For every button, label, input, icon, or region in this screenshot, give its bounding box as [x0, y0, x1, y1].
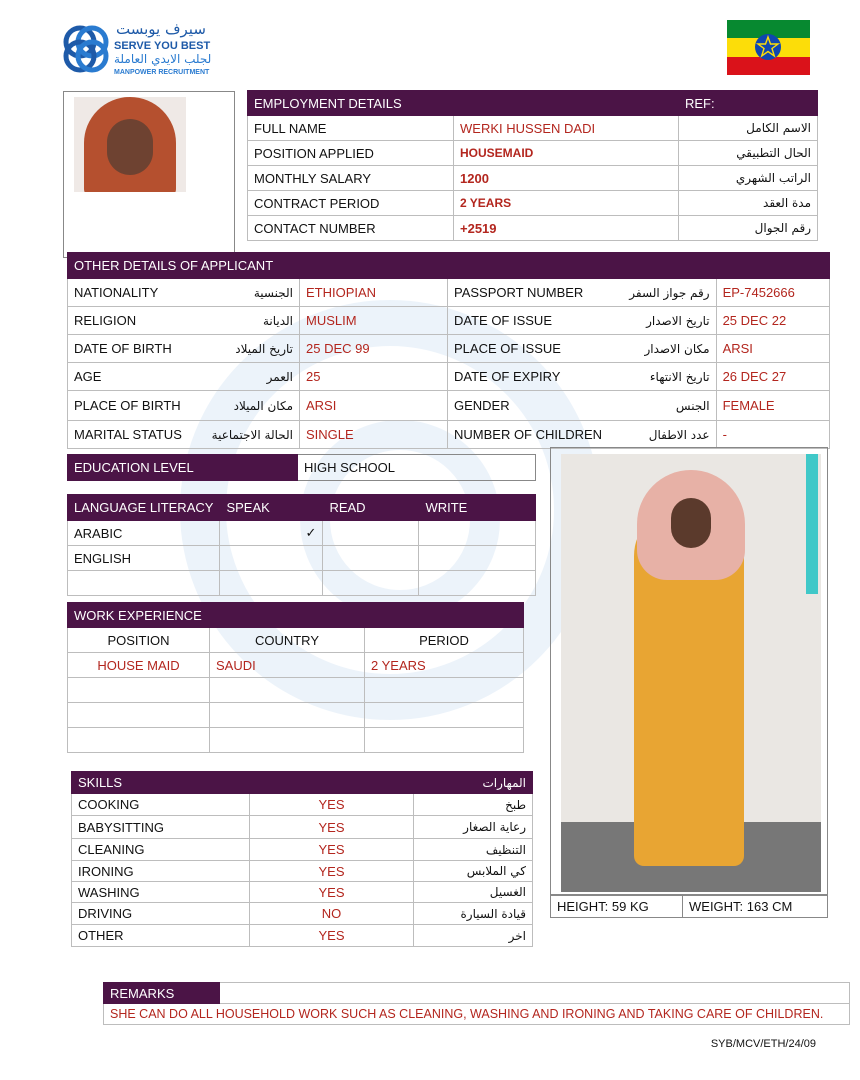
work-period: [365, 703, 524, 728]
skills-header-ar: المهارات: [414, 772, 533, 794]
measurements-table: [550, 895, 828, 918]
education-value: HIGH SCHOOL: [298, 455, 536, 481]
contract-period-value: 2 YEARS: [454, 191, 679, 216]
skill-name: WASHING: [72, 882, 250, 903]
education-table: [67, 454, 536, 481]
skill-value: YES: [250, 925, 414, 947]
document-code: SYB/MCV/ETH/24/09: [710, 1038, 816, 1050]
field-label-ar: مكان الميلاد: [196, 391, 300, 421]
company-tagline-en: MANPOWER RECRUITMENT: [114, 69, 210, 76]
field-label-ar: رقم جواز السفر: [608, 279, 716, 307]
field-label: RELIGION: [68, 307, 196, 335]
work-country: SAUDI: [210, 653, 365, 678]
remarks-table: [103, 982, 850, 1025]
speak-check: ✓: [220, 521, 323, 546]
religion-value: MUSLIM: [300, 307, 448, 335]
employment-header: EMPLOYMENT DETAILS: [248, 91, 679, 116]
skill-name-ar: قيادة السيارة: [414, 903, 533, 925]
read-check: [323, 546, 419, 571]
field-label: GENDER: [448, 391, 609, 421]
field-label-ar: الديانة: [196, 307, 300, 335]
field-label-ar: تاريخ الميلاد: [196, 335, 300, 363]
field-label-ar: الحال التطبيقي: [679, 141, 818, 166]
field-label: CONTRACT PERIOD: [248, 191, 454, 216]
work-period: 2 YEARS: [365, 653, 524, 678]
work-period: [365, 678, 524, 703]
skill-value: YES: [250, 816, 414, 839]
monthly-salary-value: 1200: [454, 166, 679, 191]
write-check: [419, 521, 536, 546]
place-of-issue-value: ARSI: [716, 335, 829, 363]
skills-header: SKILLS: [72, 772, 414, 794]
other-details-table: [67, 252, 830, 449]
language-table: [67, 494, 536, 596]
language-name: [68, 571, 220, 596]
company-tagline-ar: لجلب الايدي العاملة: [114, 52, 212, 66]
nationality-value: ETHIOPIAN: [300, 279, 448, 307]
language-name: ENGLISH: [68, 546, 220, 571]
field-label: CONTACT NUMBER: [248, 216, 454, 241]
date-of-birth-value: 25 DEC 99: [300, 335, 448, 363]
language-name: ARABIC: [68, 521, 220, 546]
work-position: HOUSE MAID: [68, 653, 210, 678]
work-position: [68, 728, 210, 753]
field-label-ar: الجنسية: [196, 279, 300, 307]
skill-name-ar: رعاية الصغار: [414, 816, 533, 839]
field-label: PLACE OF ISSUE: [448, 335, 609, 363]
ref-label: REF:: [679, 91, 818, 116]
speak-check: [220, 546, 323, 571]
field-label: DATE OF BIRTH: [68, 335, 196, 363]
skill-name: OTHER: [72, 925, 250, 947]
skill-name-ar: اخر: [414, 925, 533, 947]
work-position: [68, 678, 210, 703]
number-of-children-value: -: [716, 421, 829, 449]
education-label: EDUCATION LEVEL: [68, 455, 298, 481]
field-label-ar: رقم الجوال: [679, 216, 818, 241]
skill-name-ar: كي الملابس: [414, 861, 533, 882]
work-country: [210, 728, 365, 753]
remarks-header-blank: [220, 983, 850, 1004]
logo-knot-icon: [60, 22, 112, 78]
language-header: LANGUAGE LITERACY: [68, 495, 220, 521]
field-label: PASSPORT NUMBER: [448, 279, 609, 307]
company-name-ar: سيرف يوبست: [116, 20, 206, 38]
field-label: AGE: [68, 363, 196, 391]
skill-name-ar: الغسيل: [414, 882, 533, 903]
read-header: READ: [323, 495, 419, 521]
skills-table: [71, 771, 533, 947]
ethiopia-flag: [727, 20, 810, 75]
passport-number-value: EP-7452666: [716, 279, 829, 307]
headshot-photo: [74, 97, 186, 192]
company-logo: [60, 22, 220, 82]
write-check: [419, 546, 536, 571]
remarks-header: REMARKS: [104, 983, 220, 1004]
skill-name: DRIVING: [72, 903, 250, 925]
field-label-ar: تاريخ الانتهاء: [608, 363, 716, 391]
read-check: [323, 571, 419, 596]
height-value: HEIGHT: 59 KG: [551, 896, 683, 918]
remarks-text: SHE CAN DO ALL HOUSEHOLD WORK SUCH AS CLEANING, WASHING AND IRONING AND TAKING CARE OF CHILDREN.: [104, 1004, 850, 1025]
field-label-ar: الجنس: [608, 391, 716, 421]
skill-name: IRONING: [72, 861, 250, 882]
employment-details-table: [247, 90, 818, 241]
skill-name-ar: طبخ: [414, 794, 533, 816]
weight-value: WEIGHT: 163 CM: [683, 896, 828, 918]
date-of-issue-value: 25 DEC 22: [716, 307, 829, 335]
position-applied-value: HOUSEMAID: [454, 141, 679, 166]
work-experience-header: WORK EXPERIENCE: [68, 603, 365, 628]
work-position: [68, 703, 210, 728]
write-header: WRITE: [419, 495, 536, 521]
skill-value: YES: [250, 882, 414, 903]
field-label-ar: تاريخ الاصدار: [608, 307, 716, 335]
position-column: POSITION: [68, 628, 210, 653]
skill-value: YES: [250, 839, 414, 861]
flag-star-emblem-icon: [754, 33, 782, 61]
work-period: [365, 728, 524, 753]
other-details-header: OTHER DETAILS OF APPLICANT: [68, 253, 448, 279]
headshot-frame: [63, 91, 235, 258]
speak-header: SPEAK: [220, 495, 323, 521]
full-name-value: WERKI HUSSEN DADI: [454, 116, 679, 141]
field-label-ar: الحالة الاجتماعية: [196, 421, 300, 449]
field-label: MONTHLY SALARY: [248, 166, 454, 191]
field-label-ar: عدد الاطفال: [608, 421, 716, 449]
full-body-photo: [561, 454, 821, 892]
field-label-ar: الراتب الشهري: [679, 166, 818, 191]
field-label: DATE OF ISSUE: [448, 307, 609, 335]
field-label: MARITAL STATUS: [68, 421, 196, 449]
contact-number-value: +2519: [454, 216, 679, 241]
skill-name: COOKING: [72, 794, 250, 816]
field-label: NATIONALITY: [68, 279, 196, 307]
full-body-photo-frame: [550, 447, 828, 895]
speak-check: [220, 571, 323, 596]
field-label-ar: مدة العقد: [679, 191, 818, 216]
age-value: 25: [300, 363, 448, 391]
place-of-birth-value: ARSI: [300, 391, 448, 421]
skill-name-ar: التنظيف: [414, 839, 533, 861]
field-label: POSITION APPLIED: [248, 141, 454, 166]
work-experience-header-right: [365, 603, 524, 628]
skill-name: CLEANING: [72, 839, 250, 861]
field-label: PLACE OF BIRTH: [68, 391, 196, 421]
field-label-ar: مكان الاصدار: [608, 335, 716, 363]
read-check: [323, 521, 419, 546]
country-column: COUNTRY: [210, 628, 365, 653]
field-label: DATE OF EXPIRY: [448, 363, 609, 391]
skill-value: YES: [250, 794, 414, 816]
gender-value: FEMALE: [716, 391, 829, 421]
write-check: [419, 571, 536, 596]
period-column: PERIOD: [365, 628, 524, 653]
work-country: [210, 678, 365, 703]
work-experience-table: [67, 602, 524, 753]
skill-value: YES: [250, 861, 414, 882]
skill-name: BABYSITTING: [72, 816, 250, 839]
company-name-en: SERVE YOU BEST: [114, 40, 211, 52]
work-country: [210, 703, 365, 728]
field-label-ar: العمر: [196, 363, 300, 391]
field-label-ar: الاسم الكامل: [679, 116, 818, 141]
skill-value: NO: [250, 903, 414, 925]
other-details-header-right: [448, 253, 830, 279]
field-label: FULL NAME: [248, 116, 454, 141]
marital-status-value: SINGLE: [300, 421, 448, 449]
date-of-expiry-value: 26 DEC 27: [716, 363, 829, 391]
field-label: NUMBER OF CHILDREN: [448, 421, 609, 449]
